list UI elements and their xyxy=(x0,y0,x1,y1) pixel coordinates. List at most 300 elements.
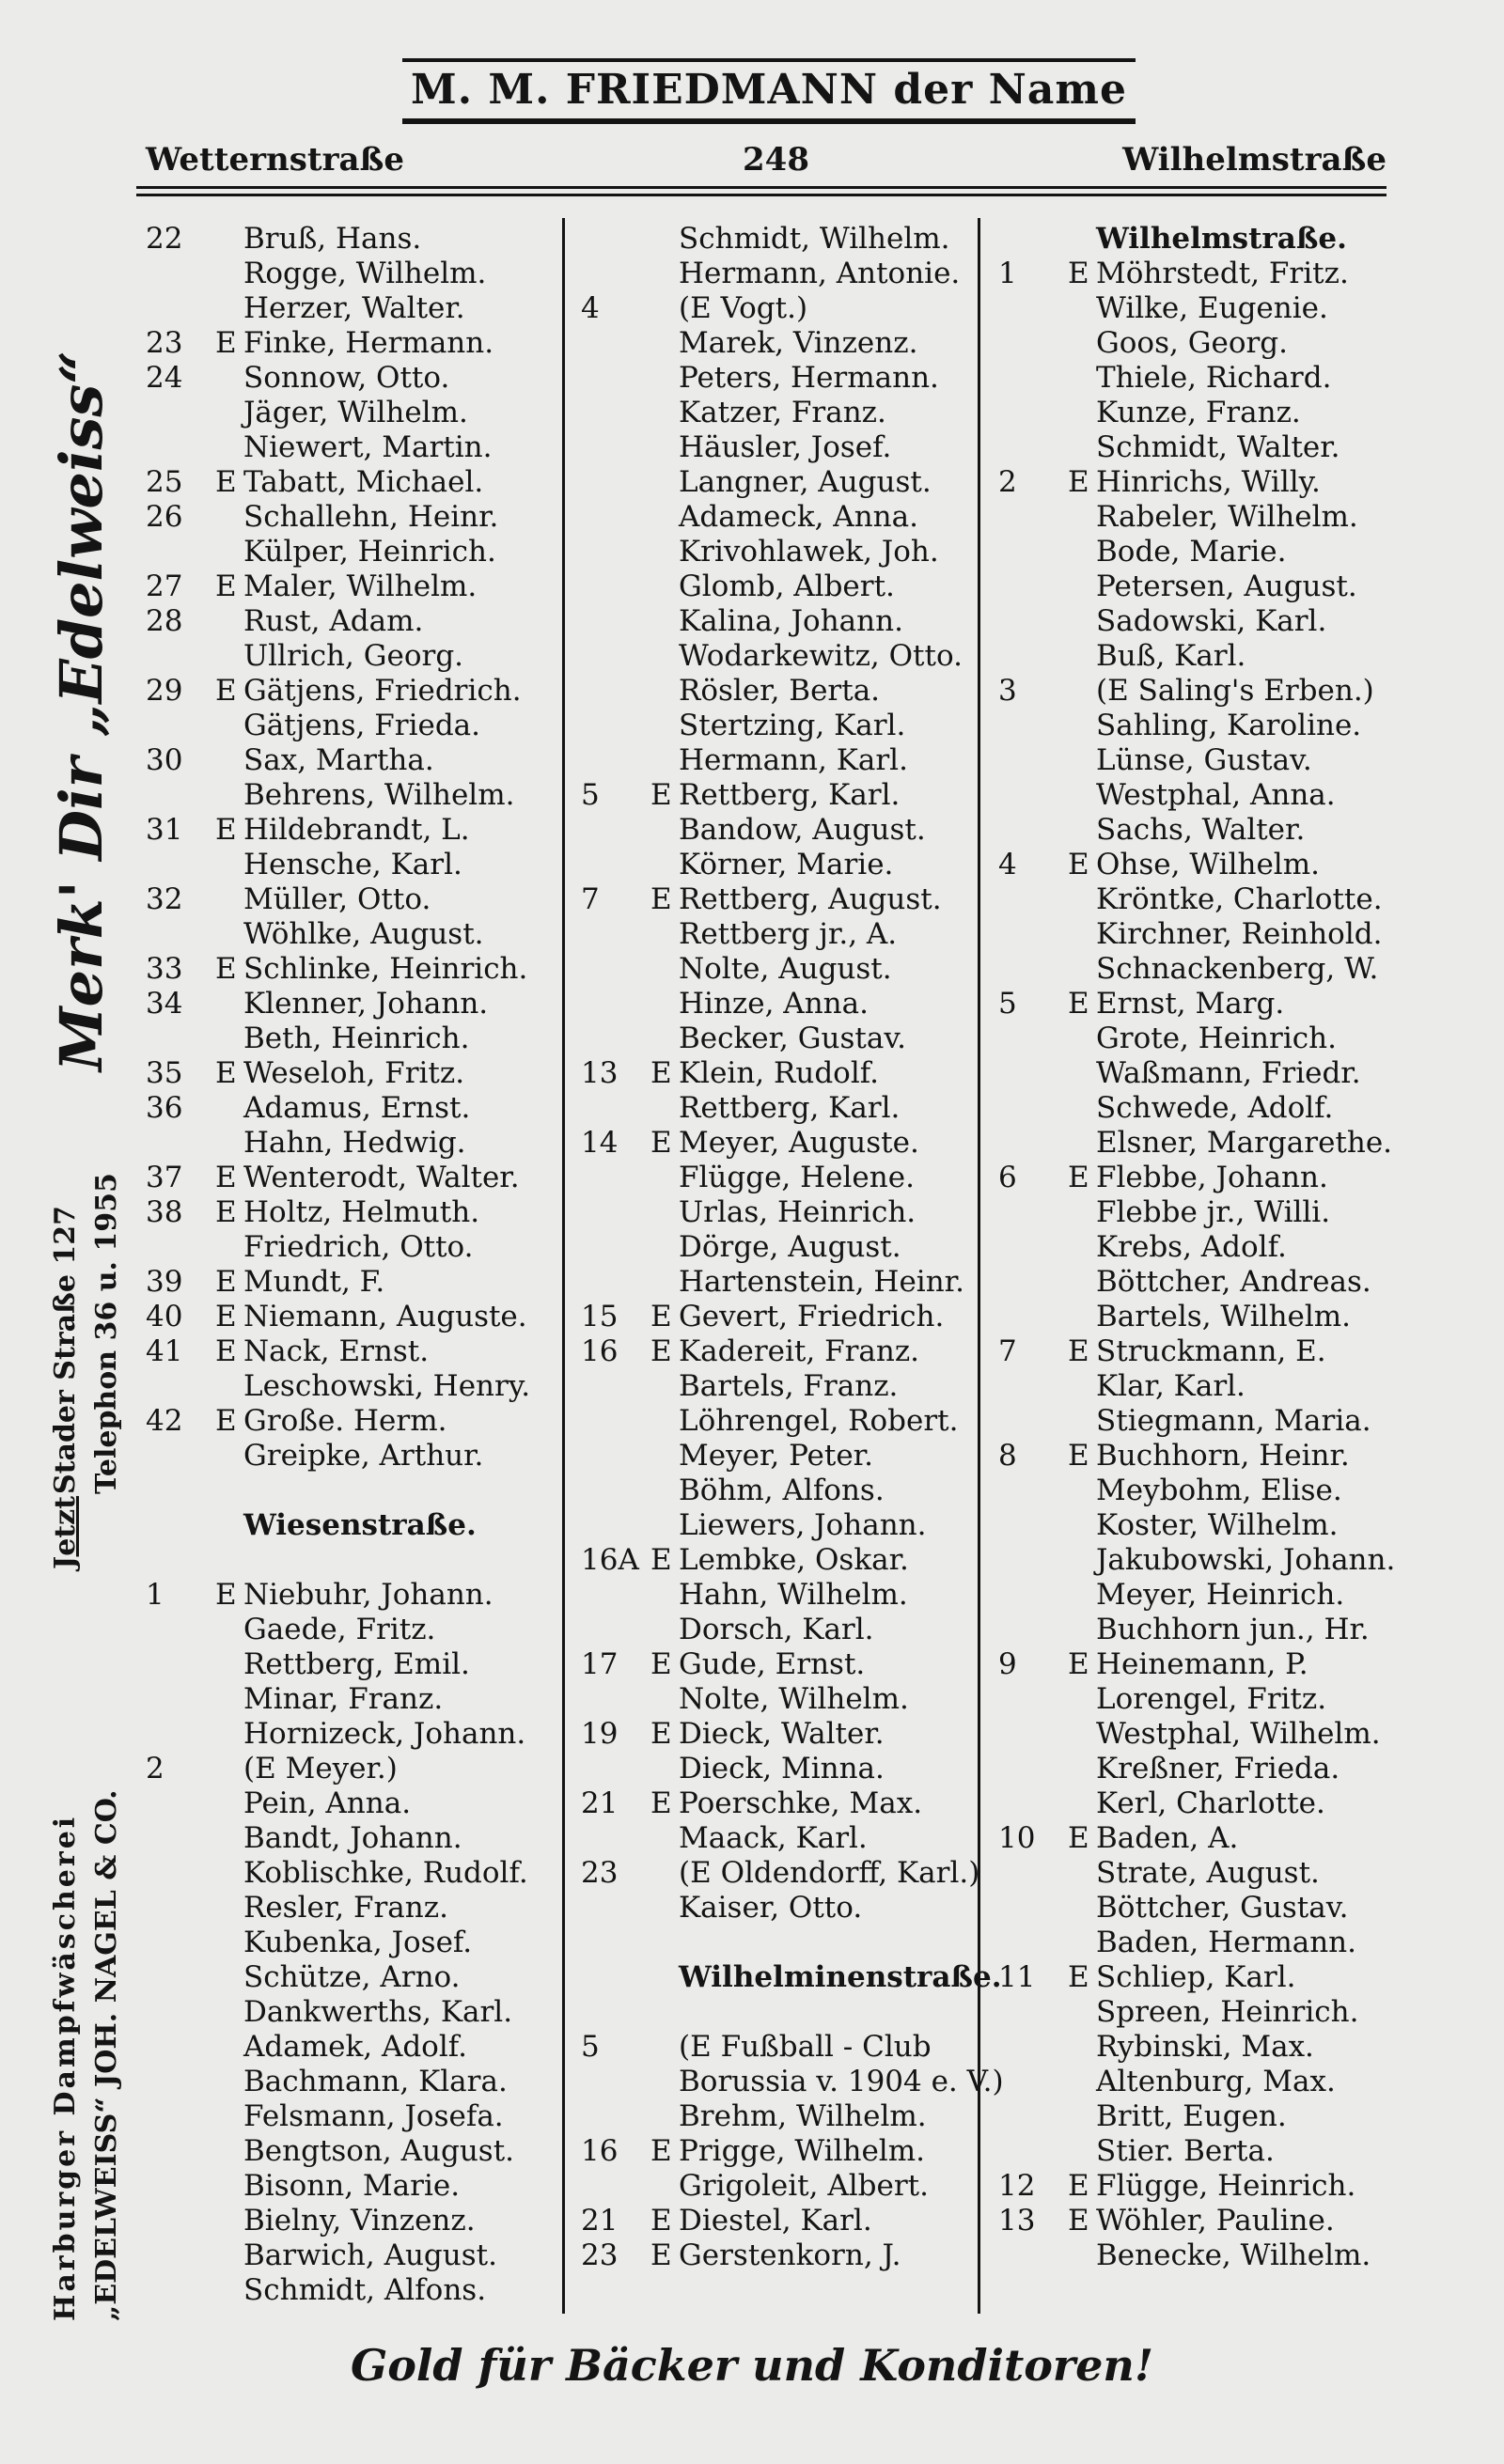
resident-name: Müller, Otto. xyxy=(243,882,431,916)
owner-marker: E xyxy=(215,569,237,603)
list-item xyxy=(998,882,1412,917)
owner-marker: E xyxy=(650,778,672,812)
list-item xyxy=(146,1821,559,1856)
owner-marker: E xyxy=(650,2134,672,2168)
list-item xyxy=(998,430,1412,465)
sidebar-phone: Telephon 36 u. 1955 xyxy=(90,1173,123,1494)
list-item xyxy=(146,569,559,604)
list-item xyxy=(581,1752,976,1786)
list-item xyxy=(581,1682,976,1717)
resident-name: Meyer, Auguste. xyxy=(679,1126,919,1160)
list-item xyxy=(146,743,559,778)
resident-name: (E Oldendorff, Karl.) xyxy=(679,1856,980,1890)
list-item xyxy=(581,1995,976,2030)
list-item xyxy=(581,1404,976,1439)
house-number: 42 xyxy=(146,1404,183,1438)
resident-name: Bandow, August. xyxy=(679,813,926,847)
resident-name: Peters, Hermann. xyxy=(679,361,939,395)
resident-name: Gevert, Friedrich. xyxy=(679,1300,945,1333)
resident-name: Böttcher, Gustav. xyxy=(1096,1891,1349,1925)
resident-name: Maack, Karl. xyxy=(679,1821,868,1855)
resident-name: Flebbe jr., Willi. xyxy=(1096,1195,1331,1229)
sidebar-address: Stader Straße 127 xyxy=(49,1206,82,1494)
owner-marker: E xyxy=(1068,848,1089,881)
resident-name: Poerschke, Max. xyxy=(679,1786,923,1820)
resident-name: Schliep, Karl. xyxy=(1096,1960,1296,1994)
list-item xyxy=(998,1647,1412,1682)
resident-name: (E Meyer.) xyxy=(243,1752,398,1786)
list-item xyxy=(998,1856,1412,1891)
list-item xyxy=(146,1334,559,1369)
list-item xyxy=(146,917,559,952)
resident-name: Stertzing, Karl. xyxy=(679,709,906,742)
list-item xyxy=(581,1821,976,1856)
list-item xyxy=(998,952,1412,987)
list-item xyxy=(581,743,976,778)
resident-name: Felsmann, Josefa. xyxy=(243,2099,504,2133)
resident-name: Schnackenberg, W. xyxy=(1096,952,1379,986)
list-item xyxy=(998,2065,1412,2099)
column-middle xyxy=(581,222,1004,2273)
resident-name: Behrens, Wilhelm. xyxy=(243,778,515,812)
resident-name: Bachmann, Klara. xyxy=(243,2065,508,2098)
list-item xyxy=(146,1195,559,1230)
resident-name: Finke, Hermann. xyxy=(243,326,494,360)
house-number: 17 xyxy=(581,1647,619,1681)
list-item xyxy=(998,1439,1412,1474)
list-item xyxy=(581,1265,976,1300)
resident-name: Hinze, Anna. xyxy=(679,987,869,1021)
resident-name: Langner, August. xyxy=(679,465,932,499)
list-item xyxy=(146,813,559,848)
owner-marker: E xyxy=(650,1334,672,1368)
resident-name: Nack, Ernst. xyxy=(243,1334,430,1368)
owner-marker: E xyxy=(1068,1439,1089,1473)
house-number: 15 xyxy=(581,1300,619,1333)
list-item xyxy=(146,2238,559,2273)
resident-name: Adamus, Ernst. xyxy=(243,1091,471,1125)
resident-name: Rabeler, Wilhelm. xyxy=(1096,500,1358,534)
resident-name: Gätjens, Friedrich. xyxy=(243,674,522,708)
resident-name: Nolte, August. xyxy=(679,952,892,986)
owner-marker: E xyxy=(215,952,237,986)
resident-name: Elsner, Margarethe. xyxy=(1096,1126,1393,1160)
resident-name: Holtz, Helmuth. xyxy=(243,1195,480,1229)
house-number: 27 xyxy=(146,569,183,603)
list-item xyxy=(998,1752,1412,1786)
owner-marker: E xyxy=(215,1300,237,1333)
resident-name: Hildebrandt, L. xyxy=(243,813,470,847)
resident-name: Rust, Adam. xyxy=(243,604,424,638)
list-item xyxy=(581,1439,976,1474)
resident-name: Rettberg jr., A. xyxy=(679,917,898,951)
resident-name: Gerstenkorn, J. xyxy=(679,2238,901,2272)
resident-name: Weseloh, Fritz. xyxy=(243,1056,465,1090)
list-item xyxy=(998,1369,1412,1404)
house-number: 38 xyxy=(146,1195,183,1229)
list-item xyxy=(581,709,976,743)
list-item xyxy=(998,1265,1412,1300)
resident-name: Grigoleit, Albert. xyxy=(679,2169,929,2203)
resident-name: Kerl, Charlotte. xyxy=(1096,1786,1325,1820)
list-item xyxy=(998,674,1412,709)
list-item xyxy=(998,2030,1412,2065)
resident-name: Kröntke, Charlotte. xyxy=(1096,882,1383,916)
list-item xyxy=(998,1230,1412,1265)
list-item xyxy=(146,361,559,396)
owner-marker: E xyxy=(215,465,237,499)
list-item xyxy=(581,1856,980,1891)
street-name: Wiesenstraße. xyxy=(243,1508,477,1542)
owner-marker: E xyxy=(1068,987,1089,1021)
list-item xyxy=(581,1926,976,1960)
house-number: 39 xyxy=(146,1265,183,1299)
list-item xyxy=(146,326,559,361)
street-name: Wilhelmstraße. xyxy=(1096,222,1347,256)
resident-name: Resler, Franz. xyxy=(243,1891,448,1925)
running-head-right: Wilhelmstraße xyxy=(1122,141,1386,179)
resident-name: Leschowski, Henry. xyxy=(243,1369,531,1403)
resident-name: Baden, Hermann. xyxy=(1096,1926,1356,1959)
list-item xyxy=(998,1891,1412,1926)
house-number: 36 xyxy=(146,1091,183,1125)
house-number: 37 xyxy=(146,1161,183,1194)
sidebar-slogan: Merk' Dir „Edelweiss“ xyxy=(47,351,116,1071)
list-item xyxy=(146,1717,559,1752)
list-item xyxy=(581,1195,976,1230)
resident-name: Schmidt, Alfons. xyxy=(243,2273,487,2307)
resident-name: Ernst, Marg. xyxy=(1096,987,1285,1021)
resident-name: Adamek, Adolf. xyxy=(243,2030,467,2064)
list-item xyxy=(146,1856,559,1891)
list-item xyxy=(146,222,559,257)
resident-name: Wilke, Eugenie. xyxy=(1096,291,1328,325)
resident-name: Meyer, Heinrich. xyxy=(1096,1578,1345,1612)
list-item xyxy=(581,257,976,291)
house-number: 25 xyxy=(146,465,183,499)
resident-name: (E Saling's Erben.) xyxy=(1096,674,1374,708)
resident-name: Gätjens, Frieda. xyxy=(243,709,481,742)
running-head-left: Wetternstraße xyxy=(146,141,404,179)
house-number: 34 xyxy=(146,987,183,1021)
list-item xyxy=(146,1161,559,1195)
list-item xyxy=(581,882,976,917)
list-item xyxy=(146,1613,559,1647)
resident-name: Sax, Martha. xyxy=(243,743,434,777)
resident-name: Ohse, Wilhelm. xyxy=(1096,848,1320,881)
list-item xyxy=(146,987,559,1021)
owner-marker: E xyxy=(650,2204,672,2238)
list-item xyxy=(581,1474,976,1508)
list-item xyxy=(581,987,976,1021)
list-item xyxy=(581,326,976,361)
list-item xyxy=(998,987,1412,1021)
list-item xyxy=(998,743,1412,778)
resident-name: Bruß, Hans. xyxy=(243,222,422,256)
list-item xyxy=(146,2099,559,2134)
list-item xyxy=(998,917,1412,952)
resident-name: Bandt, Johann. xyxy=(243,1821,462,1855)
resident-name: Pein, Anna. xyxy=(243,1786,412,1820)
resident-name: Sachs, Walter. xyxy=(1096,813,1306,847)
house-number: 3 xyxy=(998,674,1017,708)
resident-name: Nolte, Wilhelm. xyxy=(679,1682,909,1716)
owner-marker: E xyxy=(650,1717,672,1751)
footer-slogan: Gold für Bäcker und Konditoren! xyxy=(350,2340,1154,2391)
list-item xyxy=(146,1300,559,1334)
list-item xyxy=(581,778,976,813)
house-number: 5 xyxy=(581,2030,600,2064)
list-item xyxy=(581,1647,976,1682)
list-item xyxy=(581,848,976,882)
list-item xyxy=(146,1786,559,1821)
list-item xyxy=(998,396,1412,430)
house-number: 11 xyxy=(998,1960,1036,1994)
list-item xyxy=(998,1960,1412,1995)
owner-marker: E xyxy=(1068,1821,1089,1855)
list-item xyxy=(146,1891,559,1926)
resident-name: Wöhlke, August. xyxy=(243,917,484,951)
list-item xyxy=(146,1647,559,1682)
owner-marker: E xyxy=(650,882,672,916)
list-item xyxy=(146,709,559,743)
house-number: 26 xyxy=(146,500,183,534)
house-number: 24 xyxy=(146,361,183,395)
owner-marker: E xyxy=(650,2238,672,2272)
owner-marker: E xyxy=(650,1647,672,1681)
resident-name: Strate, August. xyxy=(1096,1856,1320,1890)
house-number: 10 xyxy=(998,1821,1036,1855)
resident-name: Stiegmann, Maria. xyxy=(1096,1404,1371,1438)
resident-name: Diestel, Karl. xyxy=(679,2204,872,2238)
house-number: 12 xyxy=(998,2169,1036,2203)
list-item xyxy=(998,1995,1412,2030)
list-item xyxy=(146,1126,559,1161)
house-number: 23 xyxy=(146,326,183,360)
list-item xyxy=(581,396,976,430)
list-item xyxy=(581,1369,976,1404)
list-item xyxy=(581,917,976,952)
house-number: 5 xyxy=(998,987,1017,1021)
resident-name: Körner, Marie. xyxy=(679,848,894,881)
list-item xyxy=(146,674,559,709)
owner-marker: E xyxy=(215,1195,237,1229)
resident-name: Niewert, Martin. xyxy=(243,430,493,464)
resident-name: Bisonn, Marie. xyxy=(243,2169,461,2203)
list-item xyxy=(998,604,1412,639)
house-number: 22 xyxy=(146,222,183,256)
resident-name: Schmidt, Walter. xyxy=(1096,430,1340,464)
house-number: 13 xyxy=(998,2204,1036,2238)
list-item xyxy=(998,639,1412,674)
resident-name: Tabatt, Michael. xyxy=(243,465,484,499)
resident-name: Liewers, Johann. xyxy=(679,1508,927,1542)
list-item xyxy=(581,1126,976,1161)
list-item xyxy=(998,1404,1412,1439)
resident-name: Goos, Georg. xyxy=(1096,326,1288,360)
list-item xyxy=(998,2204,1412,2238)
list-item xyxy=(146,2273,559,2308)
list-item xyxy=(998,1091,1412,1126)
list-item xyxy=(998,1334,1412,1369)
resident-name: Stier. Berta. xyxy=(1096,2134,1275,2168)
column-right xyxy=(998,222,1412,2273)
resident-name: Brehm, Wilhelm. xyxy=(679,2099,927,2133)
list-item xyxy=(146,2204,559,2238)
resident-name: Westphal, Anna. xyxy=(1096,778,1336,812)
list-item xyxy=(146,604,559,639)
owner-marker: E xyxy=(215,1578,237,1612)
house-number: 29 xyxy=(146,674,183,708)
owner-marker: E xyxy=(215,1334,237,1368)
house-number: 2 xyxy=(998,465,1017,499)
list-item xyxy=(146,430,559,465)
resident-name: Rettberg, Emil. xyxy=(243,1647,470,1681)
resident-name: Heinemann, P. xyxy=(1096,1647,1308,1681)
list-item xyxy=(998,709,1412,743)
list-item xyxy=(581,639,976,674)
resident-name: Dieck, Walter. xyxy=(679,1717,885,1751)
resident-name: Klein, Rudolf. xyxy=(679,1056,879,1090)
list-item xyxy=(998,291,1412,326)
resident-name: Sadowski, Karl. xyxy=(1096,604,1327,638)
house-number: 8 xyxy=(998,1439,1017,1473)
resident-name: Kadereit, Franz. xyxy=(679,1334,920,1368)
house-number: 28 xyxy=(146,604,183,638)
list-item xyxy=(581,2099,976,2134)
house-number: 1 xyxy=(998,257,1017,290)
resident-name: Hinrichs, Willy. xyxy=(1096,465,1321,499)
list-item xyxy=(998,1161,1412,1195)
list-item xyxy=(581,465,976,500)
list-item xyxy=(998,465,1412,500)
list-item xyxy=(581,2238,976,2273)
list-item xyxy=(998,2169,1412,2204)
sidebar-company-owner: „EDELWEISS“ JOH. NAGEL & CO. xyxy=(90,1789,123,2321)
list-item xyxy=(581,2204,976,2238)
list-item xyxy=(998,1126,1412,1161)
owner-marker: E xyxy=(215,674,237,708)
house-number: 21 xyxy=(581,1786,619,1820)
owner-marker: E xyxy=(650,1543,672,1577)
resident-name: Kaiser, Otto. xyxy=(679,1891,863,1925)
list-item xyxy=(998,257,1412,291)
resident-name: Schütze, Arno. xyxy=(243,1960,461,1994)
list-item xyxy=(998,1613,1412,1647)
resident-name: Westphal, Wilhelm. xyxy=(1096,1717,1381,1751)
resident-name: Jakubowski, Johann. xyxy=(1096,1543,1396,1577)
resident-name: Hensche, Karl. xyxy=(243,848,462,881)
owner-marker: E xyxy=(215,1265,237,1299)
list-item xyxy=(146,1230,559,1265)
resident-name: Kirchner, Reinhold. xyxy=(1096,917,1383,951)
list-item xyxy=(581,500,976,535)
resident-name: Ullrich, Georg. xyxy=(243,639,464,673)
list-item xyxy=(581,1717,976,1752)
resident-name: Flügge, Helene. xyxy=(679,1161,915,1194)
resident-name: Schmidt, Wilhelm. xyxy=(679,222,950,256)
list-item xyxy=(998,1821,1412,1856)
resident-name: (E Fußball - Club xyxy=(679,2030,932,2064)
house-number: 19 xyxy=(581,1717,619,1751)
owner-marker: E xyxy=(215,1056,237,1090)
list-item xyxy=(146,1926,559,1960)
resident-name: Rösler, Berta. xyxy=(679,674,881,708)
list-item xyxy=(146,535,559,569)
house-number: 5 xyxy=(581,778,600,812)
list-item xyxy=(998,2238,1412,2273)
list-item xyxy=(146,257,559,291)
list-item xyxy=(146,1439,559,1474)
list-item xyxy=(998,1926,1412,1960)
house-number: 16 xyxy=(581,1334,619,1368)
resident-name: Buchhorn jun., Hr. xyxy=(1096,1613,1370,1646)
resident-name: Rettberg, Karl. xyxy=(679,1091,901,1125)
owner-marker: E xyxy=(215,326,237,360)
resident-name: Bartels, Wilhelm. xyxy=(1096,1300,1352,1333)
resident-name: Britt, Eugen. xyxy=(1096,2099,1287,2133)
list-item xyxy=(581,535,976,569)
resident-name: Borussia v. 1904 e. V.) xyxy=(679,2065,1004,2098)
list-item xyxy=(998,813,1412,848)
list-item xyxy=(581,291,976,326)
owner-marker: E xyxy=(1068,257,1089,290)
resident-name: Hermann, Antonie. xyxy=(679,257,961,290)
list-item xyxy=(581,1056,976,1091)
resident-name: Mundt, F. xyxy=(243,1265,385,1299)
list-item xyxy=(581,1543,976,1578)
list-item xyxy=(998,535,1412,569)
resident-name: Buß, Karl. xyxy=(1096,639,1246,673)
resident-name: Bengtson, August. xyxy=(243,2134,515,2168)
house-number: 23 xyxy=(581,1856,619,1890)
house-number: 4 xyxy=(998,848,1017,881)
list-item xyxy=(581,1578,976,1613)
list-item xyxy=(146,1091,559,1126)
house-number: 31 xyxy=(146,813,183,847)
resident-name: (E Vogt.) xyxy=(679,291,808,325)
house-number: 6 xyxy=(998,1161,1017,1194)
resident-name: Niemann, Auguste. xyxy=(243,1300,527,1333)
list-item xyxy=(998,1021,1412,1056)
resident-name: Waßmann, Friedr. xyxy=(1096,1056,1361,1090)
resident-name: Rettberg, Karl. xyxy=(679,778,901,812)
list-item xyxy=(146,639,559,674)
resident-name: Gude, Ernst. xyxy=(679,1647,866,1681)
resident-name: Glomb, Albert. xyxy=(679,569,895,603)
list-item xyxy=(581,604,976,639)
resident-name: Bartels, Franz. xyxy=(679,1369,899,1403)
resident-name: Adameck, Anna. xyxy=(679,500,918,534)
resident-name: Krebs, Adolf. xyxy=(1096,1230,1287,1264)
owner-marker: E xyxy=(1068,1647,1089,1681)
column-divider-1 xyxy=(562,218,565,2314)
owner-marker: E xyxy=(650,1786,672,1820)
resident-name: Schlinke, Heinrich. xyxy=(243,952,528,986)
list-item xyxy=(581,361,976,396)
list-item xyxy=(581,1334,976,1369)
list-item xyxy=(581,952,976,987)
list-item xyxy=(998,569,1412,604)
list-item xyxy=(581,430,976,465)
resident-name: Schwede, Adolf. xyxy=(1096,1091,1334,1125)
resident-name: Lembke, Oskar. xyxy=(679,1543,909,1577)
list-item xyxy=(998,361,1412,396)
resident-name: Krivohlawek, Joh. xyxy=(679,535,939,569)
resident-name: Prigge, Wilhelm. xyxy=(679,2134,925,2168)
resident-name: Hornizeck, Johann. xyxy=(243,1717,526,1751)
resident-name: Wenterodt, Walter. xyxy=(243,1161,520,1194)
